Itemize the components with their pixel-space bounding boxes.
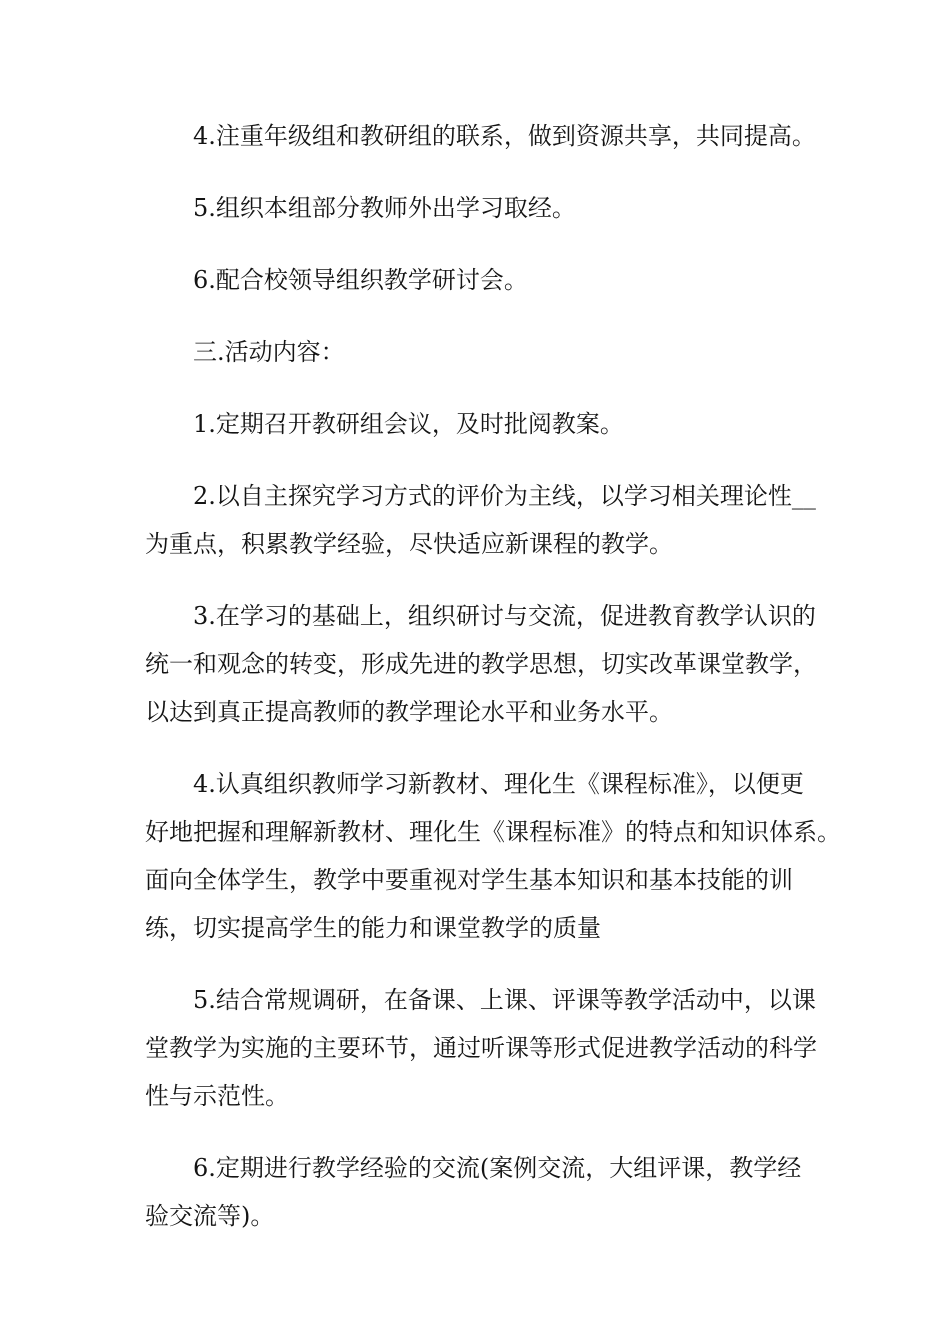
- paragraph-routine-research: [145, 976, 817, 1120]
- text-line: 4.认真组织教师学习新教材、理化生《课程标准》，以便更: [193, 770, 804, 798]
- text-line: 2.以自主探究学习方式的评价为主线，以学习相关理论性__: [193, 482, 816, 510]
- paragraph-experience-exchange: [145, 1144, 810, 1240]
- paragraph-coordinate-groups: [145, 112, 816, 160]
- text-line: 练，切实提高学生的能力和课堂教学的质量: [145, 914, 601, 942]
- paragraph-seminar: [145, 256, 810, 304]
- text-line: 验交流等)。: [145, 1202, 275, 1230]
- text-line: 为重点，积累教学经验，尽快适应新课程的教学。: [145, 530, 673, 558]
- text-line: 5.组织本组部分教师外出学习取经。: [193, 194, 576, 222]
- text-line: 以达到真正提高教师的教学理论水平和业务水平。: [145, 698, 673, 726]
- paragraph-meetings: [145, 400, 810, 448]
- text-line: 6.定期进行教学经验的交流(案例交流，大组评课，教学经: [193, 1154, 802, 1182]
- text-line: 堂教学为实施的主要环节，通过听课等形式促进教学活动的科学: [145, 1034, 817, 1062]
- paragraph-external-study: [145, 184, 810, 232]
- text-line: 性与示范性。: [145, 1082, 289, 1110]
- paragraph-discussion-exchange: [145, 592, 817, 736]
- text-line: 统一和观念的转变，形成先进的教学思想，切实改革课堂教学，: [145, 650, 817, 678]
- text-line: 好地把握和理解新教材、理化生《课程标准》的特点和知识体系。: [145, 818, 841, 846]
- text-line: 3.在学习的基础上，组织研讨与交流，促进教育教学认识的: [193, 602, 816, 630]
- text-line: 6.配合校领导组织教学研讨会。: [193, 266, 528, 294]
- paragraph-new-curriculum: [145, 760, 841, 952]
- document-body: [145, 112, 841, 1264]
- text-line: 三.活动内容：: [193, 338, 345, 366]
- text-line: 面向全体学生，教学中要重视对学生基本知识和基本技能的训: [145, 866, 793, 894]
- text-line: 5.结合常规调研，在备课、上课、评课等教学活动中，以课: [193, 986, 816, 1014]
- section-heading-activities: [145, 328, 810, 376]
- text-line: 1.定期召开教研组会议，及时批阅教案。: [193, 410, 624, 438]
- text-line: 4.注重年级组和教研组的联系，做到资源共享，共同提高。: [193, 122, 816, 150]
- paragraph-inquiry-learning: [145, 472, 816, 568]
